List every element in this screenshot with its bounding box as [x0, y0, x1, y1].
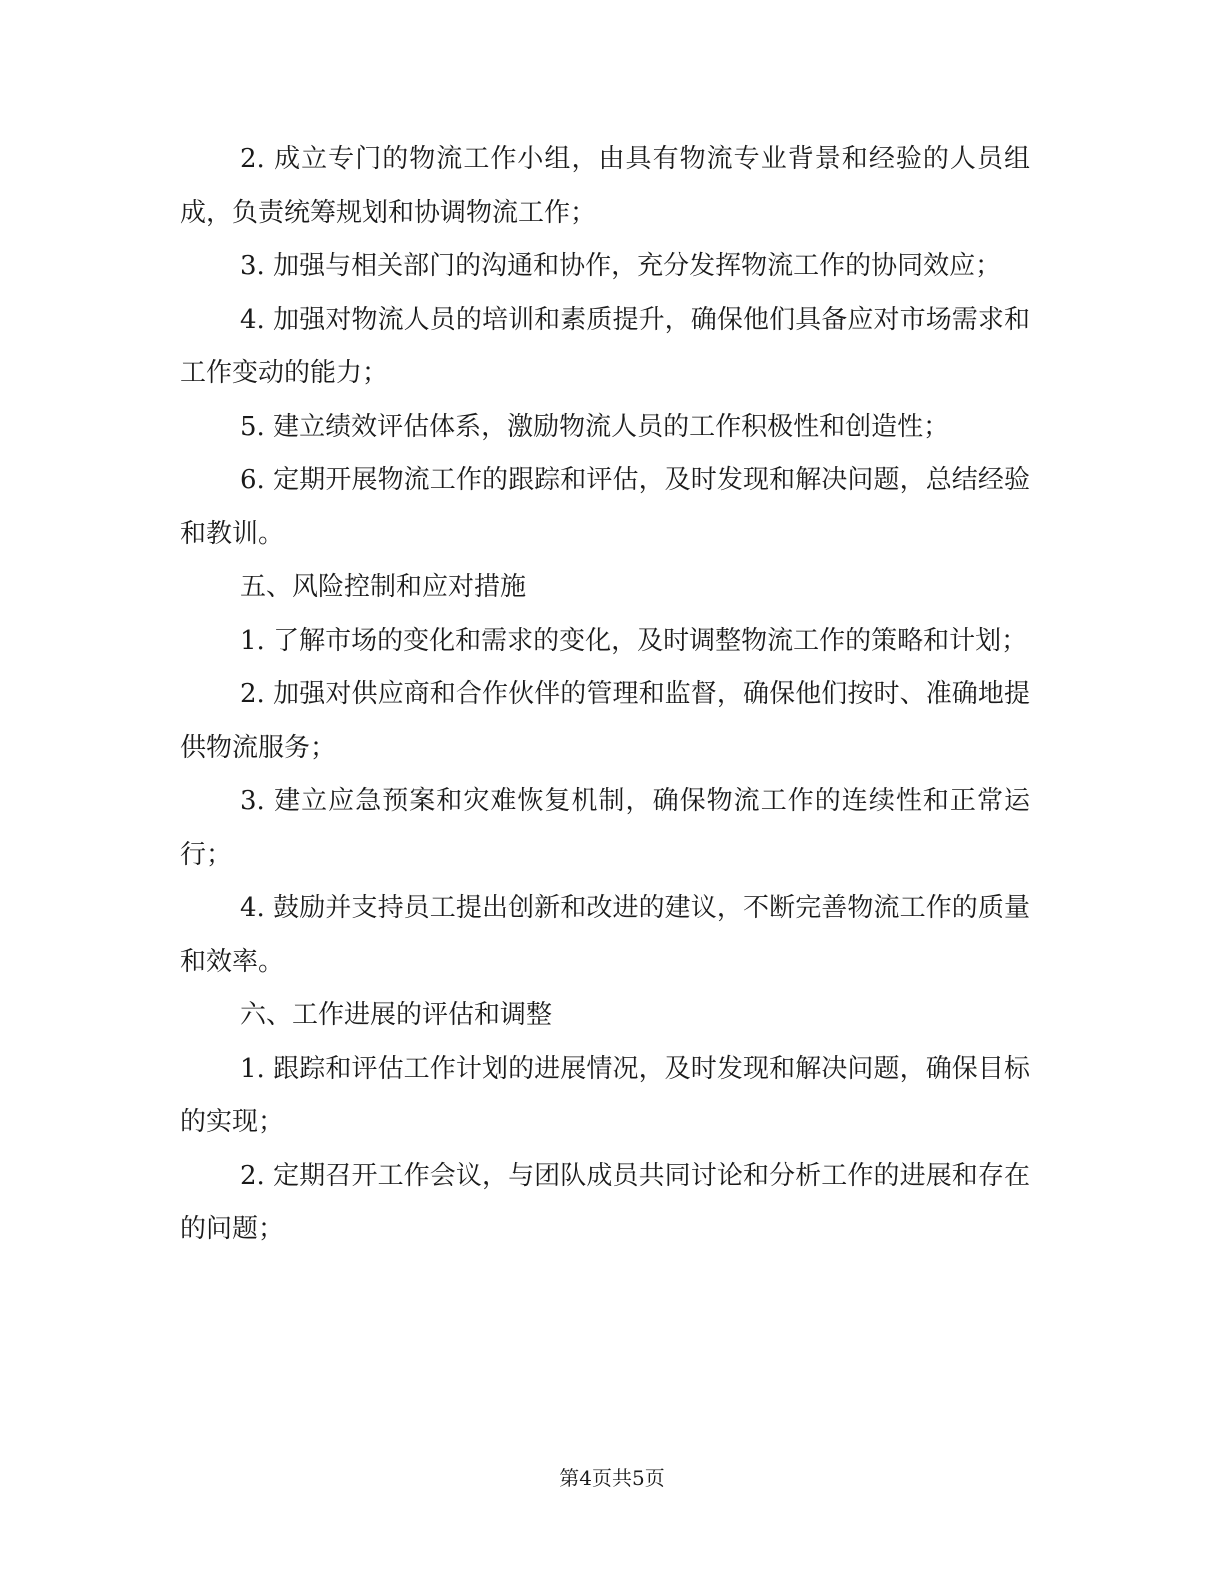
- paragraph-progress-item-1: 1. 跟踪和评估工作计划的进展情况，及时发现和解决问题，确保目标的实现；: [180, 1053, 1030, 1137]
- paragraph-item-3-coordination: 3. 加强与相关部门的沟通和协作，充分发挥物流工作的协同效应；: [240, 251, 1002, 281]
- paragraph-risk-item-4: 4. 鼓励并支持员工提出创新和改进的建议，不断完善物流工作的质量和效率。: [180, 893, 1030, 977]
- paragraph-risk-item-1: 1. 了解市场的变化和需求的变化，及时调整物流工作的策略和计划；: [240, 625, 1028, 656]
- paragraph-item-5-performance: 5. 建立绩效评估体系，激励物流人员的工作积极性和创造性；: [240, 411, 950, 442]
- page-number-footer: 第4页共5页: [559, 1466, 665, 1490]
- paragraph-progress-item-2: 2. 定期召开工作会议，与团队成员共同讨论和分析工作的进展和存在的问题；: [180, 1160, 1030, 1244]
- section-heading-risk-control: 五、风险控制和应对措施: [240, 572, 527, 602]
- paragraph-item-4-training: 4. 加强对物流人员的培训和素质提升，确保他们具备应对市场需求和工作变动的能力；: [180, 304, 1030, 388]
- paragraph-item-2-logistics-team: 2. 成立专门的物流工作小组，由具有物流专业背景和经验的人员组成，负责统筹规划和协调物流工作；: [180, 144, 1030, 228]
- paragraph-risk-item-2: 2. 加强对供应商和合作伙伴的管理和监督，确保他们按时、准确地提供物流服务；: [180, 679, 1030, 763]
- paragraph-risk-item-3: 3. 建立应急预案和灾难恢复机制，确保物流工作的连续性和正常运行；: [180, 786, 1030, 870]
- document-body: [180, 133, 1030, 1257]
- paragraph-item-6-tracking: 6. 定期开展物流工作的跟踪和评估，及时发现和解决问题，总结经验和教训。: [180, 465, 1030, 549]
- section-heading-progress-evaluation: 六、工作进展的评估和调整: [240, 1000, 553, 1030]
